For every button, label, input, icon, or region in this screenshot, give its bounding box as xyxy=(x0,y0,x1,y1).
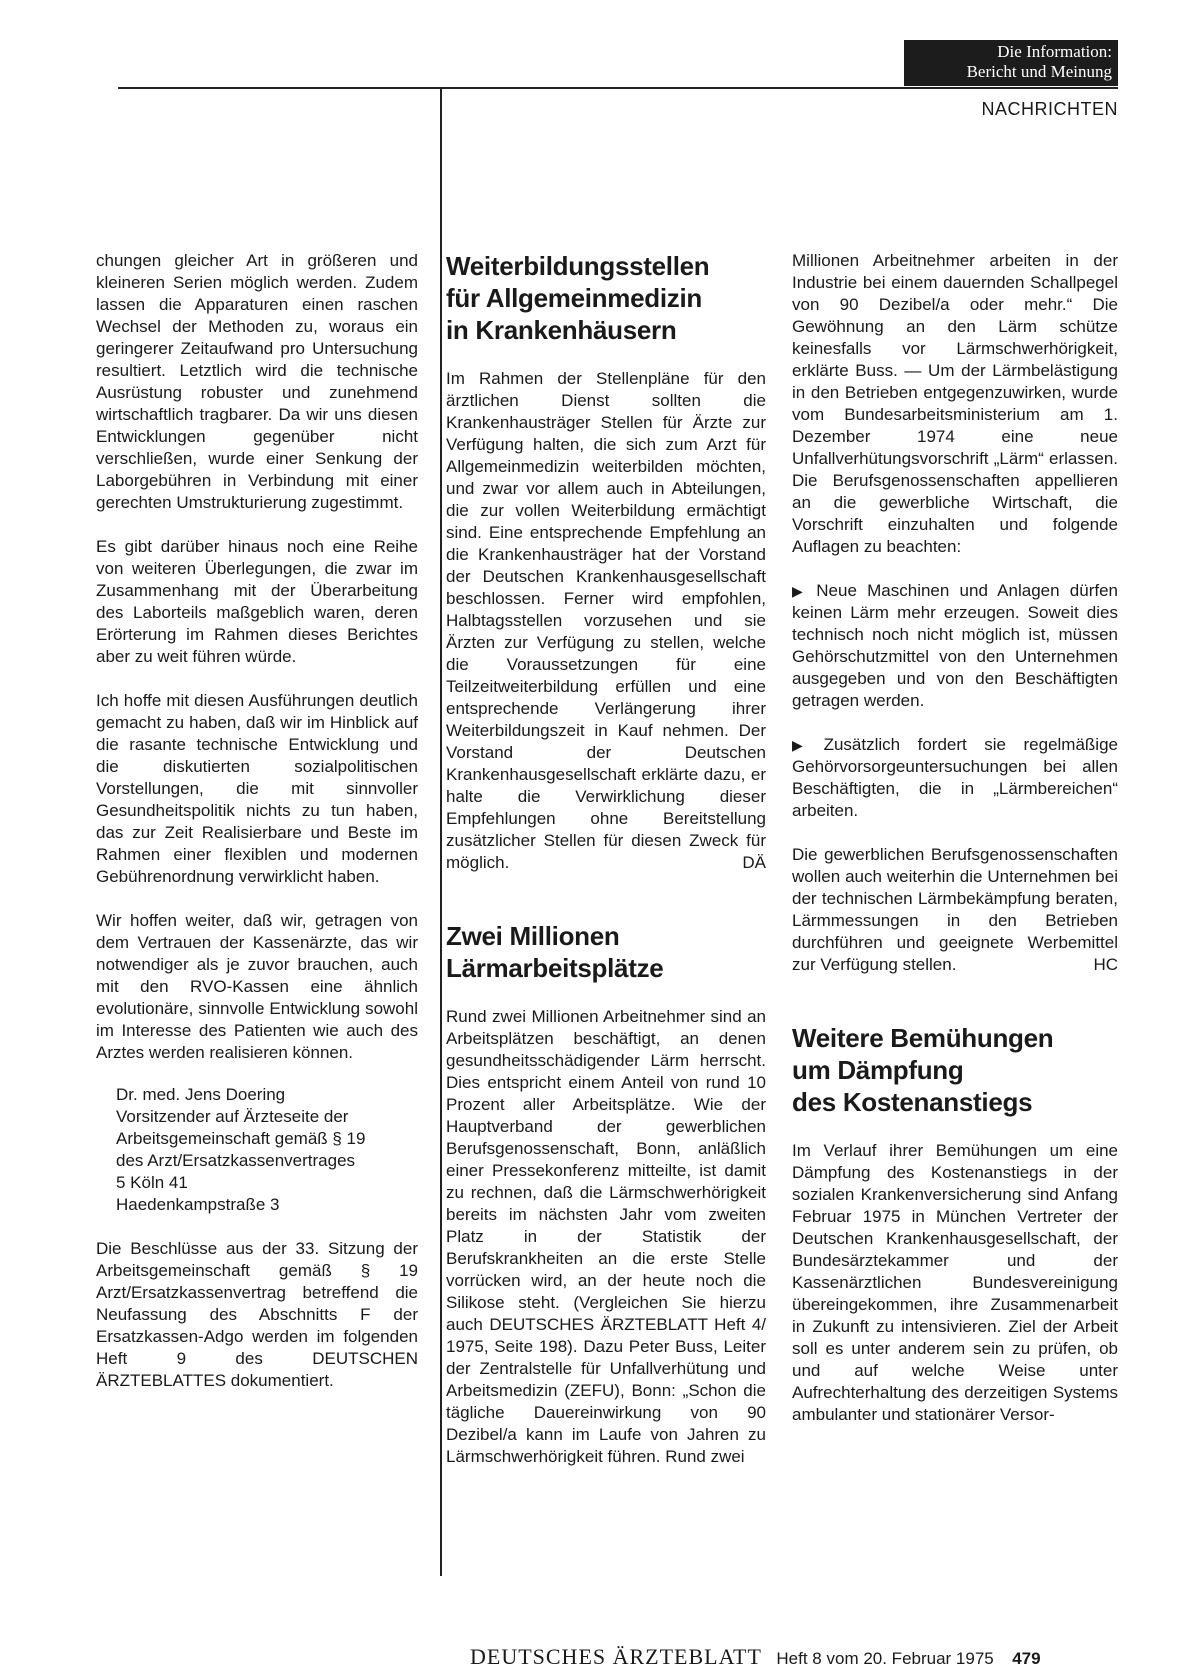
article-headline xyxy=(792,1022,1118,1118)
headline-line: Zwei Millionen xyxy=(446,921,620,951)
author-signature xyxy=(96,1084,418,1216)
paragraph-text: Im Rahmen der Stellenpläne für den ärztlichen Dienst sollten die Krankenhausträger Stellen für Ärzte zur Verfügung halten, die sich zum Arzt für Allgemeinmedizin weiterbilden möchten, und zwar vor allem auch in Abteilungen, die zur vollen Weiterbildung ermächtigt sind. Eine entsprechende Empfehlung an die Krankenhausträger hat der Vorstand der Deutschen Krankenhausgesellschaft beschlossen. Ferner wird empfohlen, Halbtagsstellen vorzusehen und sie Ärzten zur Verfügung zu stellen, welche die Voraussetzungen für eine Teilzeitweiterbildung erfüllen und eine entsprechende Verlängerung ihrer Weiterbildungszeit in Kauf nehmen. Der Vorstand der Deutschen Krankenhausgesellschaft erklärte dazu, er halte die Verwirklichung dieser Empfehlungen ohne Bereitstellung zusätzlicher Stellen für diesen Zweck für möglich. xyxy=(446,369,766,872)
paragraph: Wir hoffen weiter, daß wir, getragen von dem Vertrauen der Kassenärzte, das wir notwendiger als je zuvor brauchen, auch mit den RVO-Kassen eine ähnlich evolutionäre, sinnvolle Entwicklung sowohl im Interesse des Patienten wie auch des Arztes werden realisieren können. xyxy=(96,911,418,1062)
signature-line: Dr. med. Jens Doering xyxy=(116,1085,286,1104)
triangle-bullet-icon: ▶ xyxy=(792,737,816,753)
section-title: NACHRICHTEN xyxy=(981,99,1118,119)
column-3 xyxy=(792,250,1118,1426)
signature-line: Vorsitzender auf Ärzteseite der xyxy=(116,1107,349,1126)
header-rule xyxy=(118,87,1118,89)
author-initials: DÄ xyxy=(742,853,766,872)
author-initials: HC xyxy=(1093,955,1118,974)
bullet-text: Neue Maschinen und Anlagen dürfen keinen Lärm mehr erzeugen. Soweit dies technisch noch nicht möglich ist, müssen Gehörschutzmittel von den Unternehmen ausgegeben und von den Beschäftigten getragen werden. xyxy=(792,581,1118,710)
article-headline xyxy=(446,920,766,984)
paragraph: Es gibt darüber hinaus noch eine Reihe von weiteren Überlegungen, die zwar im Zusammenhang mit der Überarbeitung des Laborteils maßgeblich waren, deren Erörterung im Rahmen dieses Berichtes aber zu weit führen würde. xyxy=(96,537,418,666)
column-1 xyxy=(96,250,418,1392)
signature-line: Haedenkampstraße 3 xyxy=(116,1195,280,1214)
headline-line: um Dämpfung xyxy=(792,1055,964,1085)
signature-line: Arbeitsgemeinschaft gemäß § 19 xyxy=(116,1129,366,1148)
bullet-text: Zusätzlich fordert sie regelmäßige Gehörvorsorgeuntersuchungen bei allen Beschäftigten, die in „Lärmbereichen“ arbeiten. xyxy=(792,735,1118,820)
paragraph: Millionen Arbeitnehmer arbeiten in der Industrie bei einem dauernden Schallpegel von 90 Dezibel/a oder mehr.“ Die Gewöhnung an den Lärm schütze keinesfalls vor Lärmschwerhörigkeit, erklärte Buss. — Um der Lärmbelästigung in den Betrieben entgegenzuwirken, wurde vom Bundesarbeitsministerium am 1. Dezember 1974 eine neue Unfallverhütungsvorschrift „Lärm“ erlassen. Die Berufsgenossenschaften appellieren an die gewerbliche Wirtschaft, die Vorschrift einzuhalten und folgende Auflagen zu beachten: xyxy=(792,251,1118,556)
page-number: 479 xyxy=(1012,1649,1041,1668)
bullet-item xyxy=(792,580,1118,712)
paragraph xyxy=(792,844,1118,976)
paragraph: Die Beschlüsse aus der 33. Sitzung der Arbeitsgemeinschaft gemäß § 19 Arzt/Ersatzkassenvertrag betreffend die Neufassung des Abschnitts F der Ersatzkassen-Adgo werden im folgenden Heft 9 des DEUTSCHEN ÄRZTEBLATTES dokumentiert. xyxy=(96,1239,418,1390)
section-label-line1: Die Information: xyxy=(997,42,1112,61)
paragraph: Ich hoffe mit diesen Ausführungen deutlich gemacht zu haben, daß wir im Hinblick auf die rasante technische Entwicklung und die diskutierten sozialpolitischen Vorstellungen, die mit sinnvoller Gesundheitspolitik nichts zu tun haben, das zur Zeit Realisierbare und Beste im Rahmen einer flexiblen und modernen Gebührenordnung verwirklicht haben. xyxy=(96,691,418,886)
issue-info: Heft 8 vom 20. Februar 1975 xyxy=(776,1649,994,1668)
headline-line: in Krankenhäusern xyxy=(446,315,677,345)
bullet-item xyxy=(792,734,1118,822)
signature-line: des Arzt/Ersatzkassenvertrages xyxy=(116,1151,356,1170)
article-headline xyxy=(446,250,766,346)
column-2 xyxy=(446,250,766,1468)
paragraph-text: Die gewerblichen Berufsgenossenschaften wollen auch weiterhin die Unternehmen bei der technischen Lärmbekämpfung beraten, Lärmmessungen in den Betrieben durchführen und geeignete Werbemittel zur Verfügung stellen. xyxy=(792,845,1118,974)
headline-line: für Allgemeinmedizin xyxy=(446,283,702,313)
section-label-line2: Bericht und Meinung xyxy=(966,62,1112,81)
section-label-box xyxy=(904,40,1118,86)
headline-line: Weiterbildungsstellen xyxy=(446,251,710,281)
paragraph: Im Verlauf ihrer Bemühungen um eine Dämpfung des Kostenanstiegs in der sozialen Krankenversicherung sind Anfang Februar 1975 in München Vertreter der Deutschen Krankenhausgesellschaft, der Bundesärztekammer und der Kassenärztlichen Bundesvereinigung übereingekommen, ihre Zusammenarbeit in Zukunft zu intensivieren. Ziel der Arbeit soll es unter anderem sein zu prüfen, ob und auf welche Weise unter Aufrechterhaltung des derzeitigen Systems ambulanter und stationärer Versor- xyxy=(792,1141,1118,1424)
paragraph: Rund zwei Millionen Arbeitnehmer sind an Arbeitsplätzen beschäftigt, an denen gesundheitsschädigender Lärm herrscht. Dies entspricht einem Anteil von rund 10 Prozent aller Arbeitsplätze. Wie der Hauptverband der gewerblichen Berufsgenossenschaft, Bonn, anläßlich einer Pressekonferenz mitteilte, ist damit zu rechnen, daß die Lärmschwerhörigkeit bereits im nächsten Jahr vom zweiten Platz in der Statistik der Berufskrankheiten an die erste Stelle vorrücken wird, an der heute noch die Silikose steht. (Vergleichen Sie hierzu auch DEUTSCHES ÄRZTEBLATT Heft 4/ 1975, Seite 198). Dazu Peter Buss, Leiter der Zentralstelle für Unfallverhütung und Arbeitsmedizin (ZEFU), Bonn: „Schon die tägliche Dauereinwirkung von 90 Dezibel/a kann im Laufe von Jahren zu Lärmschwerhörigkeit führen. Rund zwei xyxy=(446,1007,766,1466)
paragraph xyxy=(446,368,766,874)
headline-line: Lärmarbeitsplätze xyxy=(446,953,664,983)
triangle-bullet-icon: ▶ xyxy=(792,583,809,599)
paragraph: chungen gleicher Art in größeren und kleineren Serien möglich werden. Zudem lassen die Apparaturen einen raschen Wechsel der Methoden zu, woraus ein geringerer Zeitaufwand pro Untersuchung resultiert. Letztlich wird die technische Ausrüstung robuster und zunehmend wirtschaftlich tragbarer. Da wir uns diesen Entwicklungen gegenüber nicht verschließen, wurde einer Senkung der Laborgebühren in Verbindung mit einer gerechten Umstrukturierung zugestimmt. xyxy=(96,251,418,512)
signature-line: 5 Köln 41 xyxy=(116,1173,188,1192)
masthead: DEUTSCHES ÄRZTEBLATT xyxy=(470,1644,762,1669)
column-divider xyxy=(440,88,442,1576)
headline-line: des Kostenanstiegs xyxy=(792,1087,1033,1117)
page-footer xyxy=(470,1644,1041,1670)
headline-line: Weitere Bemühungen xyxy=(792,1023,1054,1053)
